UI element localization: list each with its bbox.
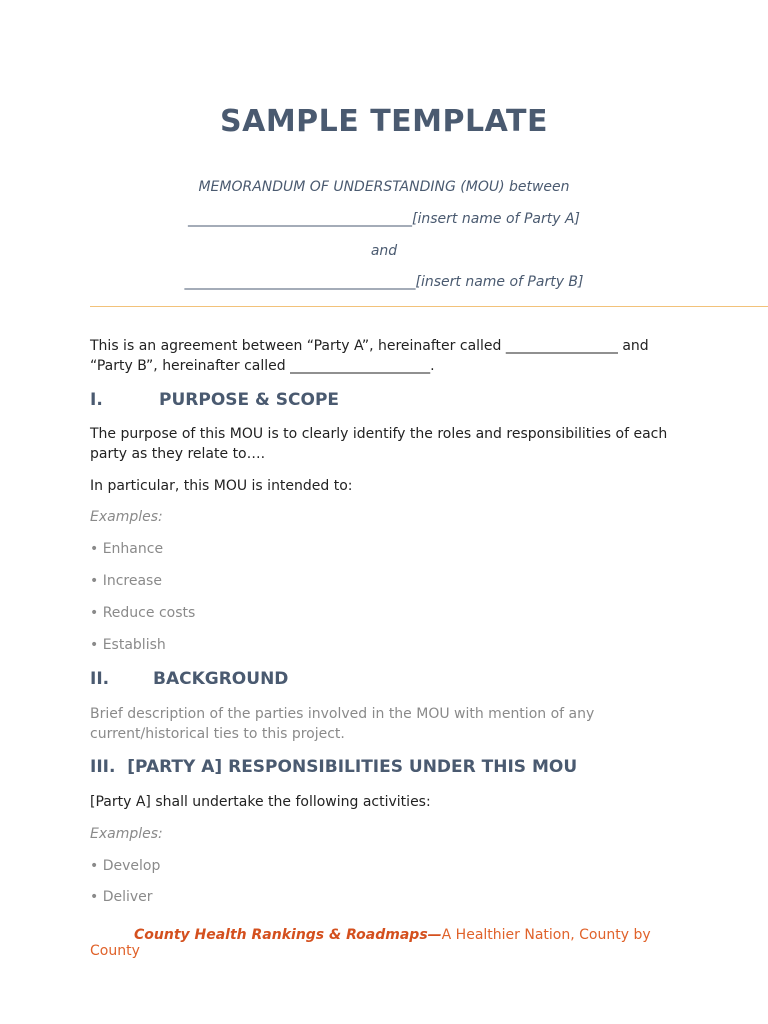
- background-body-line-2: current/historical ties to this project.: [90, 725, 345, 742]
- background-body: [90, 705, 670, 744]
- list-item: • Increase: [90, 573, 162, 589]
- section-number: III.: [90, 757, 116, 777]
- section-number: II.: [90, 669, 110, 689]
- footer-brand: County Health Rankings & Roadmaps: [134, 927, 428, 943]
- list-item: • Develop: [90, 858, 161, 874]
- section-title: BACKGROUND: [153, 669, 289, 689]
- section-number: I.: [90, 390, 103, 410]
- purpose-body-line-1: The purpose of this MOU is to clearly identify the roles and responsibilities of each: [90, 426, 668, 442]
- intro-paragraph: [90, 337, 670, 376]
- section-party-a-heading: [90, 757, 577, 777]
- document-subtitle: [0, 179, 768, 195]
- header-divider: [90, 306, 768, 307]
- list-item: • Establish: [90, 637, 166, 653]
- and-connector: and: [370, 243, 398, 259]
- page-footer: [90, 927, 670, 959]
- purpose-intended: In particular, this MOU is intended to:: [90, 478, 353, 494]
- purpose-examples-label: Examples:: [90, 509, 163, 525]
- mou-title: MEMORANDUM OF UNDERSTANDING (MOU): [198, 179, 505, 195]
- footer-dash: —: [427, 927, 442, 943]
- section-background-heading: [90, 669, 288, 689]
- subtitle-between: between: [504, 179, 570, 195]
- section-title: PURPOSE & SCOPE: [159, 390, 340, 410]
- document-title: SAMPLE TEMPLATE: [220, 104, 548, 139]
- purpose-body-line-2: party as they relate to….: [90, 445, 266, 462]
- footer-tagline: A Healthier Nation, County by County: [90, 927, 651, 959]
- intro-line-2: “Party B”, hereinafter called ____________________.: [90, 357, 435, 374]
- background-body-line-1: Brief description of the parties involved in the MOU with mention of any: [90, 706, 595, 722]
- purpose-body: [90, 425, 670, 464]
- list-item: • Enhance: [90, 541, 164, 557]
- party-b-name-line: _________________________________[insert name of Party B]: [184, 274, 584, 290]
- section-purpose-heading: [90, 390, 339, 410]
- section-title: [PARTY A] RESPONSIBILITIES UNDER THIS MOU: [127, 757, 578, 777]
- party-a-body: [Party A] shall undertake the following activities:: [90, 794, 431, 810]
- list-item: • Deliver: [90, 889, 153, 905]
- intro-line-1: This is an agreement between “Party A”, hereinafter called ________________ and: [90, 338, 649, 354]
- party-a-examples-label: Examples:: [90, 826, 163, 842]
- party-a-name-line: ________________________________[insert name of Party A]: [188, 211, 580, 227]
- list-item: • Reduce costs: [90, 605, 196, 621]
